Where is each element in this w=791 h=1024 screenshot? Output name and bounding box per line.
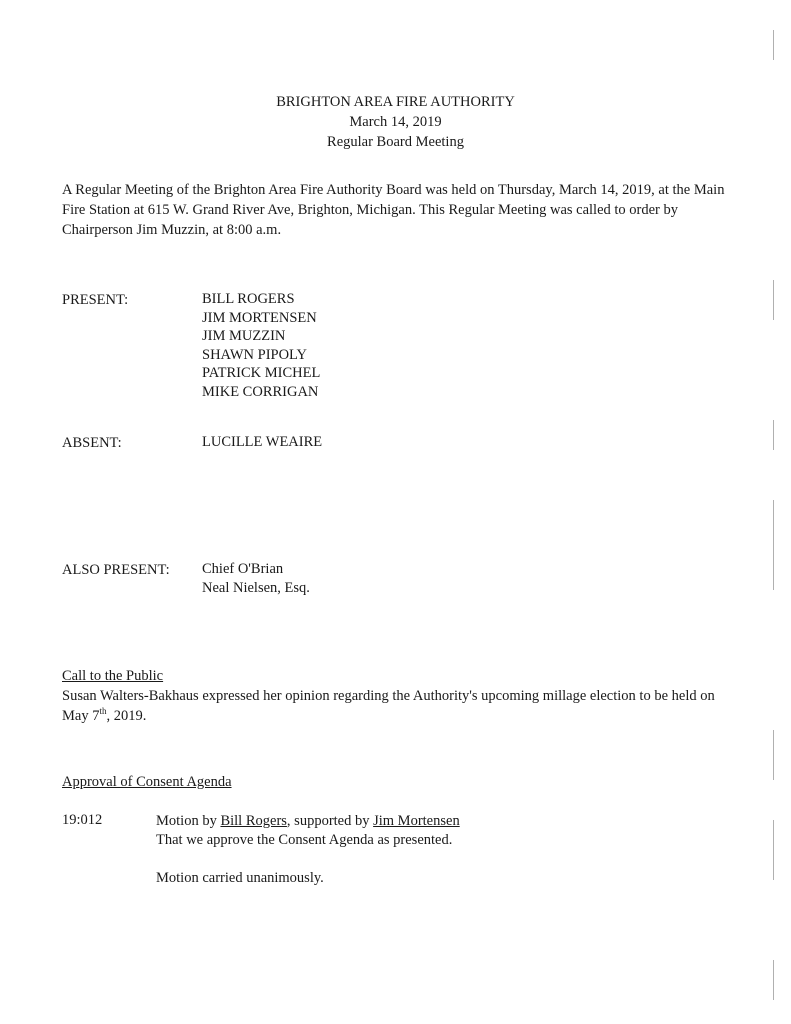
also-present-names [202, 560, 310, 598]
meeting-type: Regular Board Meeting [327, 134, 464, 150]
document-header [0, 92, 791, 152]
scan-mark [773, 820, 774, 880]
present-name: JIM MORTENSEN [202, 309, 317, 326]
motion-result: Motion carried unanimously. [156, 870, 324, 886]
call-to-public-text [62, 686, 742, 726]
organization-title: BRIGHTON AREA FIRE AUTHORITY [276, 94, 515, 110]
scan-mark [773, 30, 774, 60]
motion-mover: Bill Rogers [220, 813, 287, 829]
call-to-public-section [62, 666, 742, 726]
present-name: JIM MUZZIN [202, 328, 286, 344]
scan-edge-marks [773, 0, 777, 1024]
scan-mark [773, 730, 774, 780]
intro-paragraph: A Regular Meeting of the Brighton Area Fire Authority Board was held on Thursday, March 14, 2019, at the Main Fire Station at 615 W. Grand River Ave, Brighton, Michigan. This Regular Meeting was called to order by Chairperson Jim Muzzin, at 8:00 a.m. [62, 182, 725, 238]
motion-supporter: Jim Mortensen [373, 813, 460, 829]
present-name: MIKE CORRIGAN [202, 383, 319, 400]
motion-number: 19:012 [62, 812, 103, 828]
also-present-name: Chief O'Brian [202, 561, 284, 577]
scan-mark [773, 960, 774, 1000]
also-present-name: Neal Nielsen, Esq. [202, 580, 310, 596]
call-to-public-heading: Call to the Public [62, 668, 164, 684]
present-name: BILL ROGERS [202, 291, 295, 307]
scan-mark [773, 420, 774, 450]
motion-body [156, 812, 716, 888]
absent-names [202, 433, 322, 452]
motion-middle: , supported by [286, 813, 374, 829]
meeting-date: March 14, 2019 [349, 114, 442, 130]
consent-agenda-heading: Approval of Consent Agenda [62, 774, 232, 790]
motion-prefix: Motion by [156, 813, 221, 829]
absent-label: ABSENT: [62, 435, 122, 451]
absent-name: LUCILLE WEAIRE [202, 434, 323, 450]
scan-mark [773, 500, 774, 590]
consent-agenda-section [62, 772, 742, 792]
motion-line [156, 812, 716, 831]
scan-mark [773, 280, 774, 320]
public-comment-year: , 2019. [106, 708, 147, 724]
present-name: PATRICK MICHEL [202, 365, 321, 381]
date-ordinal-superscript: th [99, 706, 107, 717]
present-label: PRESENT: [62, 292, 129, 308]
present-names [202, 290, 320, 401]
public-comment-text: Susan Walters-Bakhaus expressed her opinion regarding the Authority's upcoming millage election to be held on May 7 [62, 688, 715, 724]
present-name: SHAWN PIPOLY [202, 346, 307, 363]
also-present-label: ALSO PRESENT: [62, 562, 170, 578]
motion-text: That we approve the Consent Agenda as presented. [156, 832, 453, 848]
